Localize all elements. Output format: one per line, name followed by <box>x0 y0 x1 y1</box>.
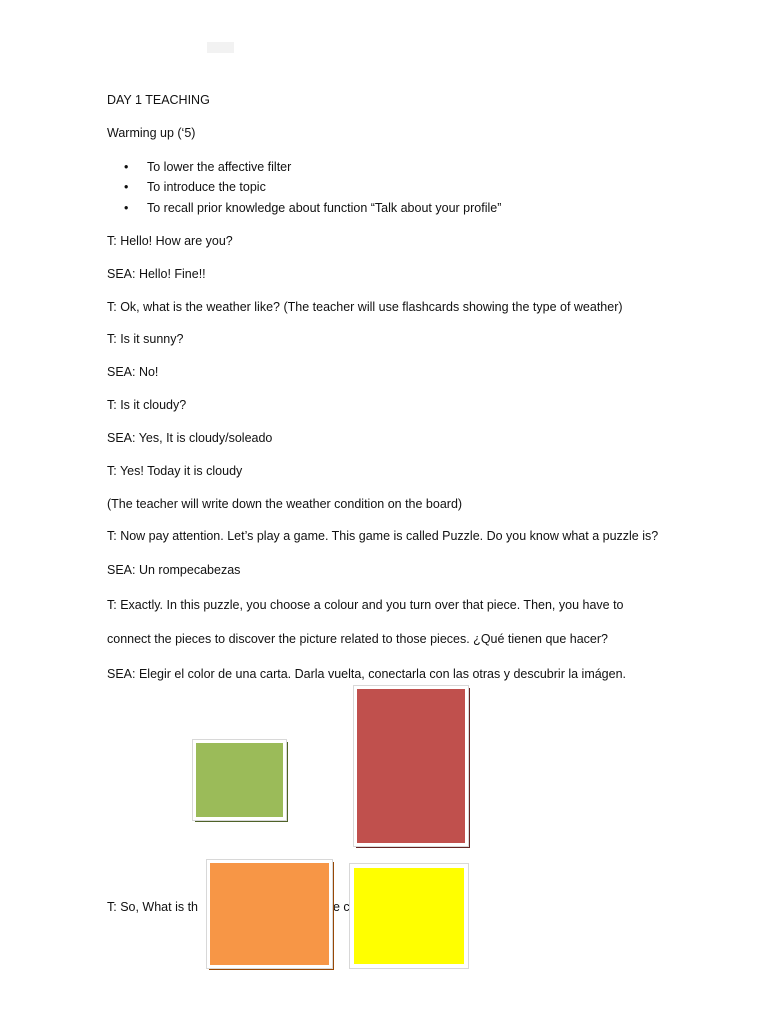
dialogue-line: SEA: Elegir el color de una carta. Darla vuelta, conectarla con las otras y descubrir la imágen. <box>107 667 627 681</box>
dialogue-line: SEA: Un rompecabezas <box>107 563 241 577</box>
objective-item: To recall prior knowledge about function “Talk about your profile” <box>147 201 502 215</box>
dialogue-line: T: Yes! Today it is cloudy <box>107 464 243 478</box>
green-puzzle-card[interactable] <box>193 740 286 820</box>
bullet-icon: • <box>124 160 129 174</box>
partial-dialogue-fragment: e c <box>333 900 350 914</box>
yellow-puzzle-card[interactable] <box>350 864 468 968</box>
dialogue-line: T: Now pay attention. Let’s play a game. This game is called Puzzle. Do you know what a puzzle is? <box>107 529 659 543</box>
orange-puzzle-card[interactable] <box>207 860 332 968</box>
dialogue-line: SEA: No! <box>107 365 159 379</box>
dialogue-line: connect the pieces to discover the picture related to those pieces. ¿Qué tienen que hacer? <box>107 632 609 646</box>
dialogue-line: T: Ok, what is the weather like? (The teacher will use flashcards showing the type of weather) <box>107 300 623 314</box>
dialogue-line: SEA: Yes, It is cloudy/soleado <box>107 431 273 445</box>
bullet-icon: • <box>124 201 129 215</box>
objective-item: To lower the affective filter <box>147 160 292 174</box>
dialogue-line: T: Hello! How are you? <box>107 234 233 248</box>
bullet-icon: • <box>124 180 129 194</box>
partial-dialogue-line: T: So, What is th <box>107 900 199 914</box>
dialogue-line: (The teacher will write down the weather condition on the board) <box>107 497 463 511</box>
lesson-heading: DAY 1 TEACHING <box>107 93 210 107</box>
warmup-title: Warming up (‘5) <box>107 126 196 140</box>
dialogue-line: T: Is it cloudy? <box>107 398 187 412</box>
dialogue-line: T: Exactly. In this puzzle, you choose a colour and you turn over that piece. Then, you have to <box>107 598 624 612</box>
red-puzzle-card[interactable] <box>354 686 468 846</box>
header-mark <box>207 42 234 53</box>
dialogue-line: SEA: Hello! Fine!! <box>107 267 206 281</box>
dialogue-line: T: Is it sunny? <box>107 332 184 346</box>
objective-item: To introduce the topic <box>147 180 266 194</box>
